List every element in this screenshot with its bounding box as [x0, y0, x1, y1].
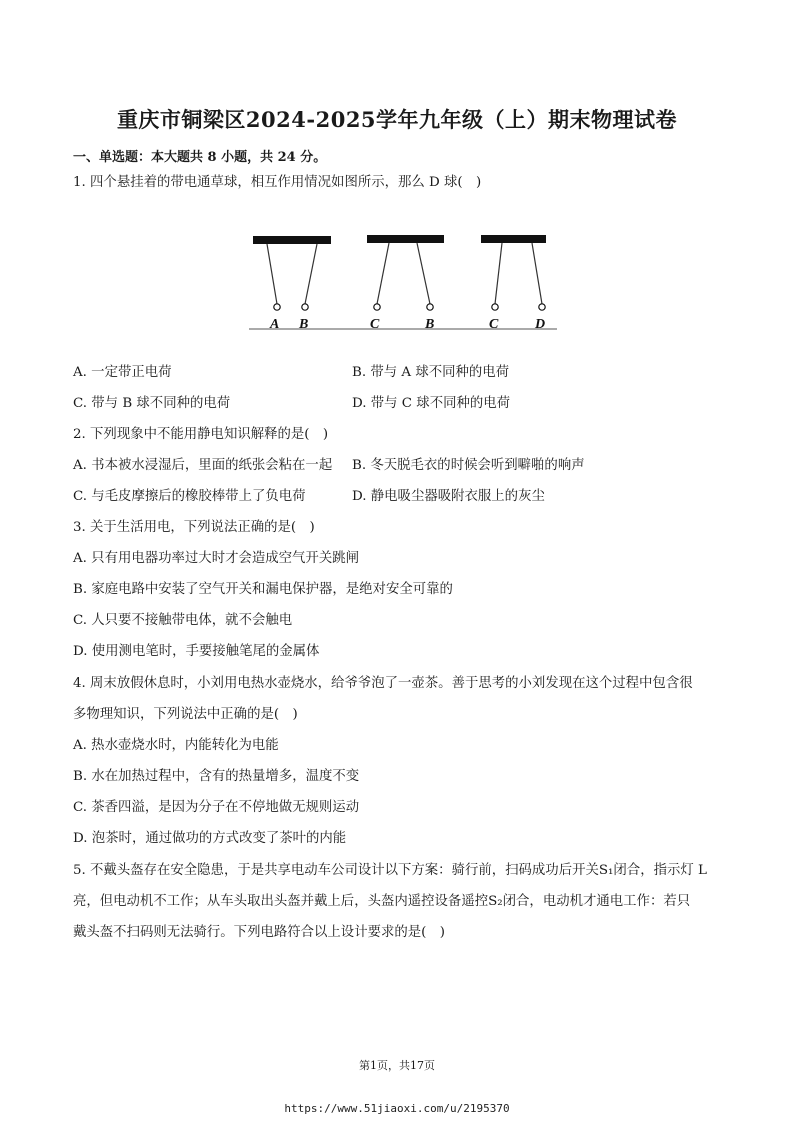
ball-b1	[302, 304, 308, 310]
q1-stem: 1. 四个悬挂着的带电通草球，相互作用情况如图所示，那么 D 球( )	[73, 175, 482, 190]
q1-option-b: B. 带与 A 球不同种的电荷	[352, 365, 510, 380]
page-footer: 第1页，共17页	[359, 1059, 435, 1072]
label-c2: C	[489, 317, 499, 332]
q4-stem-line-2: 多物理知识，下列说法中正确的是( )	[73, 707, 298, 722]
label-c1: C	[370, 317, 380, 332]
q1-option-c: C. 带与 B 球不同种的电荷	[73, 396, 231, 411]
q4-option-a: A. 热水壶烧水时，内能转化为电能	[73, 738, 279, 753]
q1-option-d: D. 带与 C 球不同种的电荷	[352, 396, 511, 411]
label-b2: B	[425, 317, 435, 332]
charged-balls-diagram	[245, 228, 560, 336]
q2-option-d: D. 静电吸尘器吸附衣服上的灰尘	[352, 489, 545, 504]
q3-option-c: C. 人只要不接触带电体，就不会触电	[73, 613, 293, 628]
thread-a	[267, 244, 277, 304]
ball-d	[539, 304, 545, 310]
q2-stem: 2. 下列现象中不能用静电知识解释的是( )	[73, 427, 329, 442]
q2-option-c: C. 与毛皮摩擦后的橡胶棒带上了负电荷	[73, 489, 306, 504]
thread-d	[532, 243, 542, 304]
thread-b1	[305, 244, 317, 304]
q3-stem: 3. 关于生活用电，下列说法正确的是( )	[73, 520, 315, 535]
q2-option-b: B. 冬天脱毛衣的时候会听到噼啪的响声	[352, 458, 585, 473]
q4-stem-line-1: 4. 周末放假休息时，小刘用电热水壶烧水，给爷爷泡了一壶茶。善于思考的小刘发现在这个过程中包含很	[73, 676, 693, 691]
page-title: 重庆市铜梁区2024-2025学年九年级（上）期末物理试卷	[116, 107, 678, 132]
label-b1: B	[299, 317, 309, 332]
section-heading: 一、单选题：本大题共 8 小题，共 24 分。	[73, 150, 327, 165]
q4-option-b: B. 水在加热过程中，含有的热量增多，温度不变	[73, 769, 360, 784]
ball-a	[274, 304, 280, 310]
thread-c2	[495, 243, 502, 304]
q5-stem-line-2: 亮，但电动机不工作；从车头取出头盔并戴上后，头盔内遥控设备遥控S₂闭合，电动机才通电工作：若只	[73, 894, 691, 909]
q3-option-d: D. 使用测电笔时，手要接触笔尾的金属体	[73, 644, 320, 659]
support-bar-2	[367, 235, 444, 243]
q2-option-a: A. 书本被水浸湿后，里面的纸张会粘在一起	[73, 458, 333, 473]
q5-stem-line-3: 戴头盔不扫码则无法骑行。下列电路符合以上设计要求的是( )	[73, 925, 445, 940]
q3-option-b: B. 家庭电路中安装了空气开关和漏电保护器，是绝对安全可靠的	[73, 582, 453, 597]
q4-option-d: D. 泡茶时，通过做功的方式改变了茶叶的内能	[73, 831, 347, 846]
q1-figure	[245, 228, 560, 340]
watermark-url: https://www.51jiaoxi.com/u/2195370	[284, 1102, 510, 1115]
support-bar-3	[481, 235, 546, 243]
q3-option-a: A. 只有用电器功率过大时才会造成空气开关跳闸	[73, 551, 359, 566]
thread-c1	[377, 243, 389, 304]
q5-stem-line-1: 5. 不戴头盔存在安全隐患，于是共享电动车公司设计以下方案：骑行前，扫码成功后开关S₁闭合，指示灯 L	[73, 863, 707, 878]
label-a: A	[270, 317, 280, 332]
label-d: D	[535, 317, 546, 332]
support-bar-1	[253, 236, 331, 244]
thread-b2	[417, 243, 430, 304]
ball-b2	[427, 304, 433, 310]
q1-option-a: A. 一定带正电荷	[73, 365, 172, 380]
ball-c1	[374, 304, 380, 310]
ball-c2	[492, 304, 498, 310]
q4-option-c: C. 茶香四溢，是因为分子在不停地做无规则运动	[73, 800, 360, 815]
